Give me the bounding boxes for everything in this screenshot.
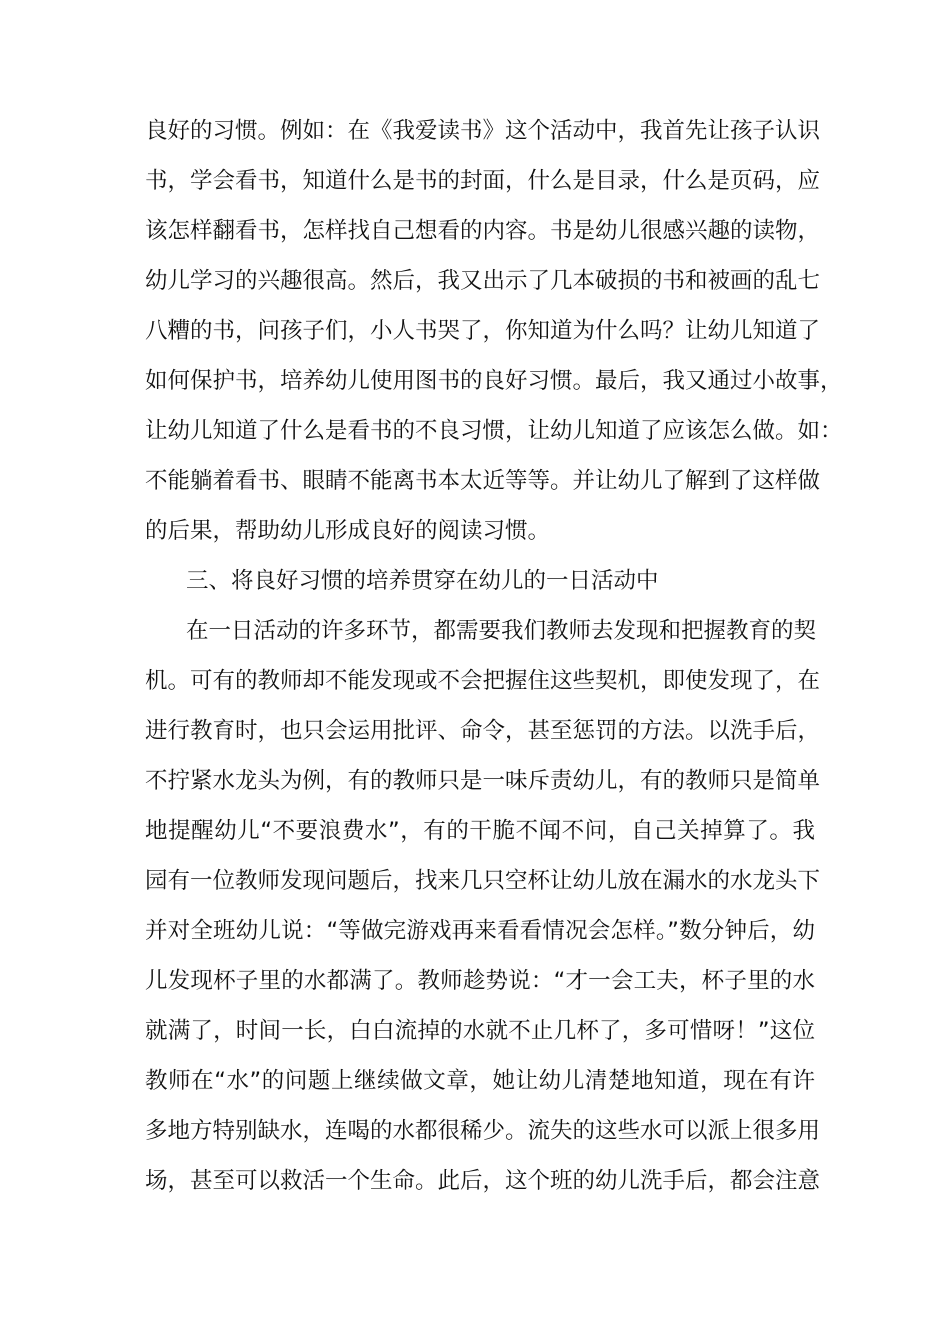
paragraph-line: 儿发现杯子里的水都满了。教师趁势说：“才一会工夫，杯子里的水 — [145, 968, 815, 994]
paragraph-line: 不能躺着看书、眼睛不能离书本太近等等。并让幼儿了解到了这样做 — [145, 468, 821, 494]
paragraph-line: 的后果，帮助幼儿形成良好的阅读习惯。 — [145, 518, 551, 544]
paragraph-line: 机。可有的教师却不能发现或不会把握住这些契机，即使发现了，在 — [145, 668, 821, 694]
paragraph-line: 就满了，时间一长，白白流掉的水就不止几杯了，多可惜呀！”这位 — [145, 1018, 815, 1044]
paragraph-line: 幼儿学习的兴趣很高。然后，我又出示了几本破损的书和被画的乱七 — [145, 268, 821, 294]
paragraph-line: 让幼儿知道了什么是看书的不良习惯，让幼儿知道了应该怎么做。如： — [145, 418, 843, 444]
paragraph-line: 该怎样翻看书，怎样找自己想看的内容。书是幼儿很感兴趣的读物， — [145, 218, 821, 244]
paragraph-line: 在一日活动的许多环节，都需要我们教师去发现和把握教育的契 — [186, 618, 817, 644]
paragraph-line: 书，学会看书，知道什么是书的封面，什么是目录，什么是页码，应 — [145, 168, 821, 194]
paragraph-line: 园有一位教师发现问题后，找来几只空杯让幼儿放在漏水的水龙头下 — [145, 868, 821, 894]
paragraph-line: 多地方特别缺水，连喝的水都很稀少。流失的这些水可以派上很多用 — [145, 1118, 821, 1144]
section-heading: 三、将良好习惯的培养贯穿在幼儿的一日活动中 — [186, 568, 659, 594]
paragraph-line: 教师在“水”的问题上继续做文章，她让幼儿清楚地知道，现在有许 — [145, 1068, 815, 1094]
paragraph-line: 地提醒幼儿“不要浪费水”，有的干脆不闻不问，自己关掉算了。我 — [145, 818, 815, 844]
paragraph-line: 如何保护书，培养幼儿使用图书的良好习惯。最后，我又通过小故事， — [145, 368, 843, 394]
paragraph-line: 并对全班幼儿说：“等做完游戏再来看看情况会怎样。”数分钟后，幼 — [145, 918, 815, 944]
paragraph-line: 良好的习惯。例如：在《我爱读书》这个活动中，我首先让孩子认识 — [145, 118, 821, 144]
paragraph-line: 进行教育时，也只会运用批评、命令，甚至惩罚的方法。以洗手后， — [145, 718, 821, 744]
paragraph-line: 不拧紧水龙头为例，有的教师只是一味斥责幼儿，有的教师只是简单 — [145, 768, 821, 794]
paragraph-line: 场，甚至可以救活一个生命。此后，这个班的幼儿洗手后，都会注意 — [145, 1168, 821, 1194]
paragraph-line: 八糟的书，问孩子们，小人书哭了，你知道为什么吗？让幼儿知道了 — [145, 318, 821, 344]
